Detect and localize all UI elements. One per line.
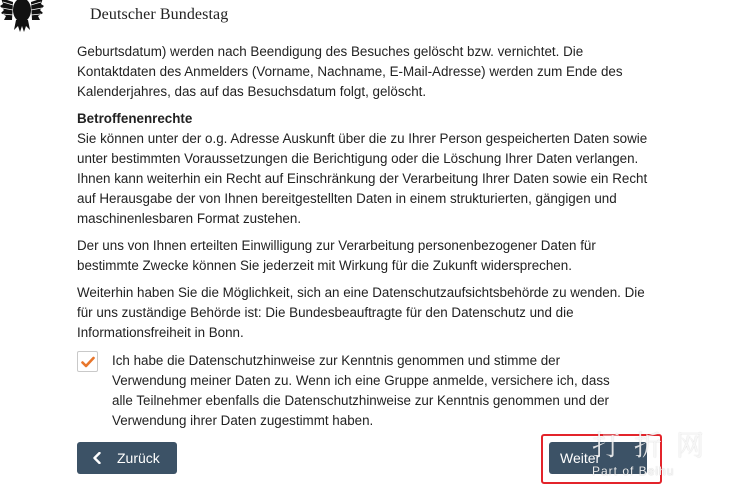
- next-button-label: Weiter: [560, 450, 601, 466]
- back-button[interactable]: [77, 442, 177, 474]
- privacy-paragraph-rights: Sie können unter der o.g. Adresse Auskunft über die zu Ihrer Person gespeicherten Daten sowie unter bestimmten Voraussetzungen die Berichtigung oder die Löschung Ihrer Daten verlangen. Ihnen kann weiterhin ein Recht auf Einschränkung der Verarbeitung Ihrer Daten sowie ein Recht auf Herausgabe der von Ihnen bereitgestellten Daten in einem strukturierten, gängigen und maschinenlesbaren Format zustehen.: [77, 131, 648, 226]
- back-button-label: Zurück: [117, 450, 160, 466]
- consent-checkbox[interactable]: [77, 351, 98, 372]
- privacy-paragraph-authority: Weiterhin haben Sie die Möglichkeit, sich an eine Datenschutzaufsichtsbehörde zu wenden. Die für uns zuständige Behörde ist: Die Bundesbeauftragte für den Datenschutz und die Informationsfreiheit in Bonn.: [77, 285, 645, 340]
- site-header: [0, 0, 729, 38]
- watermark-logo: 打折网: [592, 429, 719, 462]
- next-button[interactable]: [549, 442, 647, 474]
- federal-eagle-icon[interactable]: [0, 0, 46, 34]
- site-brand[interactable]: Deutscher Bundestag: [90, 6, 229, 23]
- checkmark-icon: [81, 356, 95, 368]
- rights-heading: Betroffenenrechte: [77, 111, 193, 126]
- watermark-caption: Part of Beihu: [592, 464, 675, 478]
- chevron-left-icon: [93, 452, 101, 464]
- consent-label[interactable]: Ich habe die Datenschutzhinweise zur Kenntnis genommen und stimme der Verwendung meiner Daten zu. Wenn ich eine Gruppe anmelde, versichere ich, dass alle Teilnehmer ebenfalls die Datenschutzhinweise zur Kenntnis genommen und der Verwendung ihrer Daten zugestimmt haben.: [112, 353, 610, 428]
- privacy-paragraph-deletion: Geburtsdatum) werden nach Beendigung des Besuches gelöscht bzw. vernichtet. Die Kontaktdaten des Anmelders (Vorname, Nachname, E-Mail-Adresse) werden zum Ende des Kalenderjahres, das auf das Besuchsdatum folgt, gelöscht.: [77, 44, 623, 99]
- privacy-paragraph-withdrawal: Der uns von Ihnen erteilten Einwilligung zur Verarbeitung personenbezogener Daten für bestimmte Zwecke können Sie jederzeit mit Wirkung für die Zukunft widersprechen.: [77, 238, 596, 273]
